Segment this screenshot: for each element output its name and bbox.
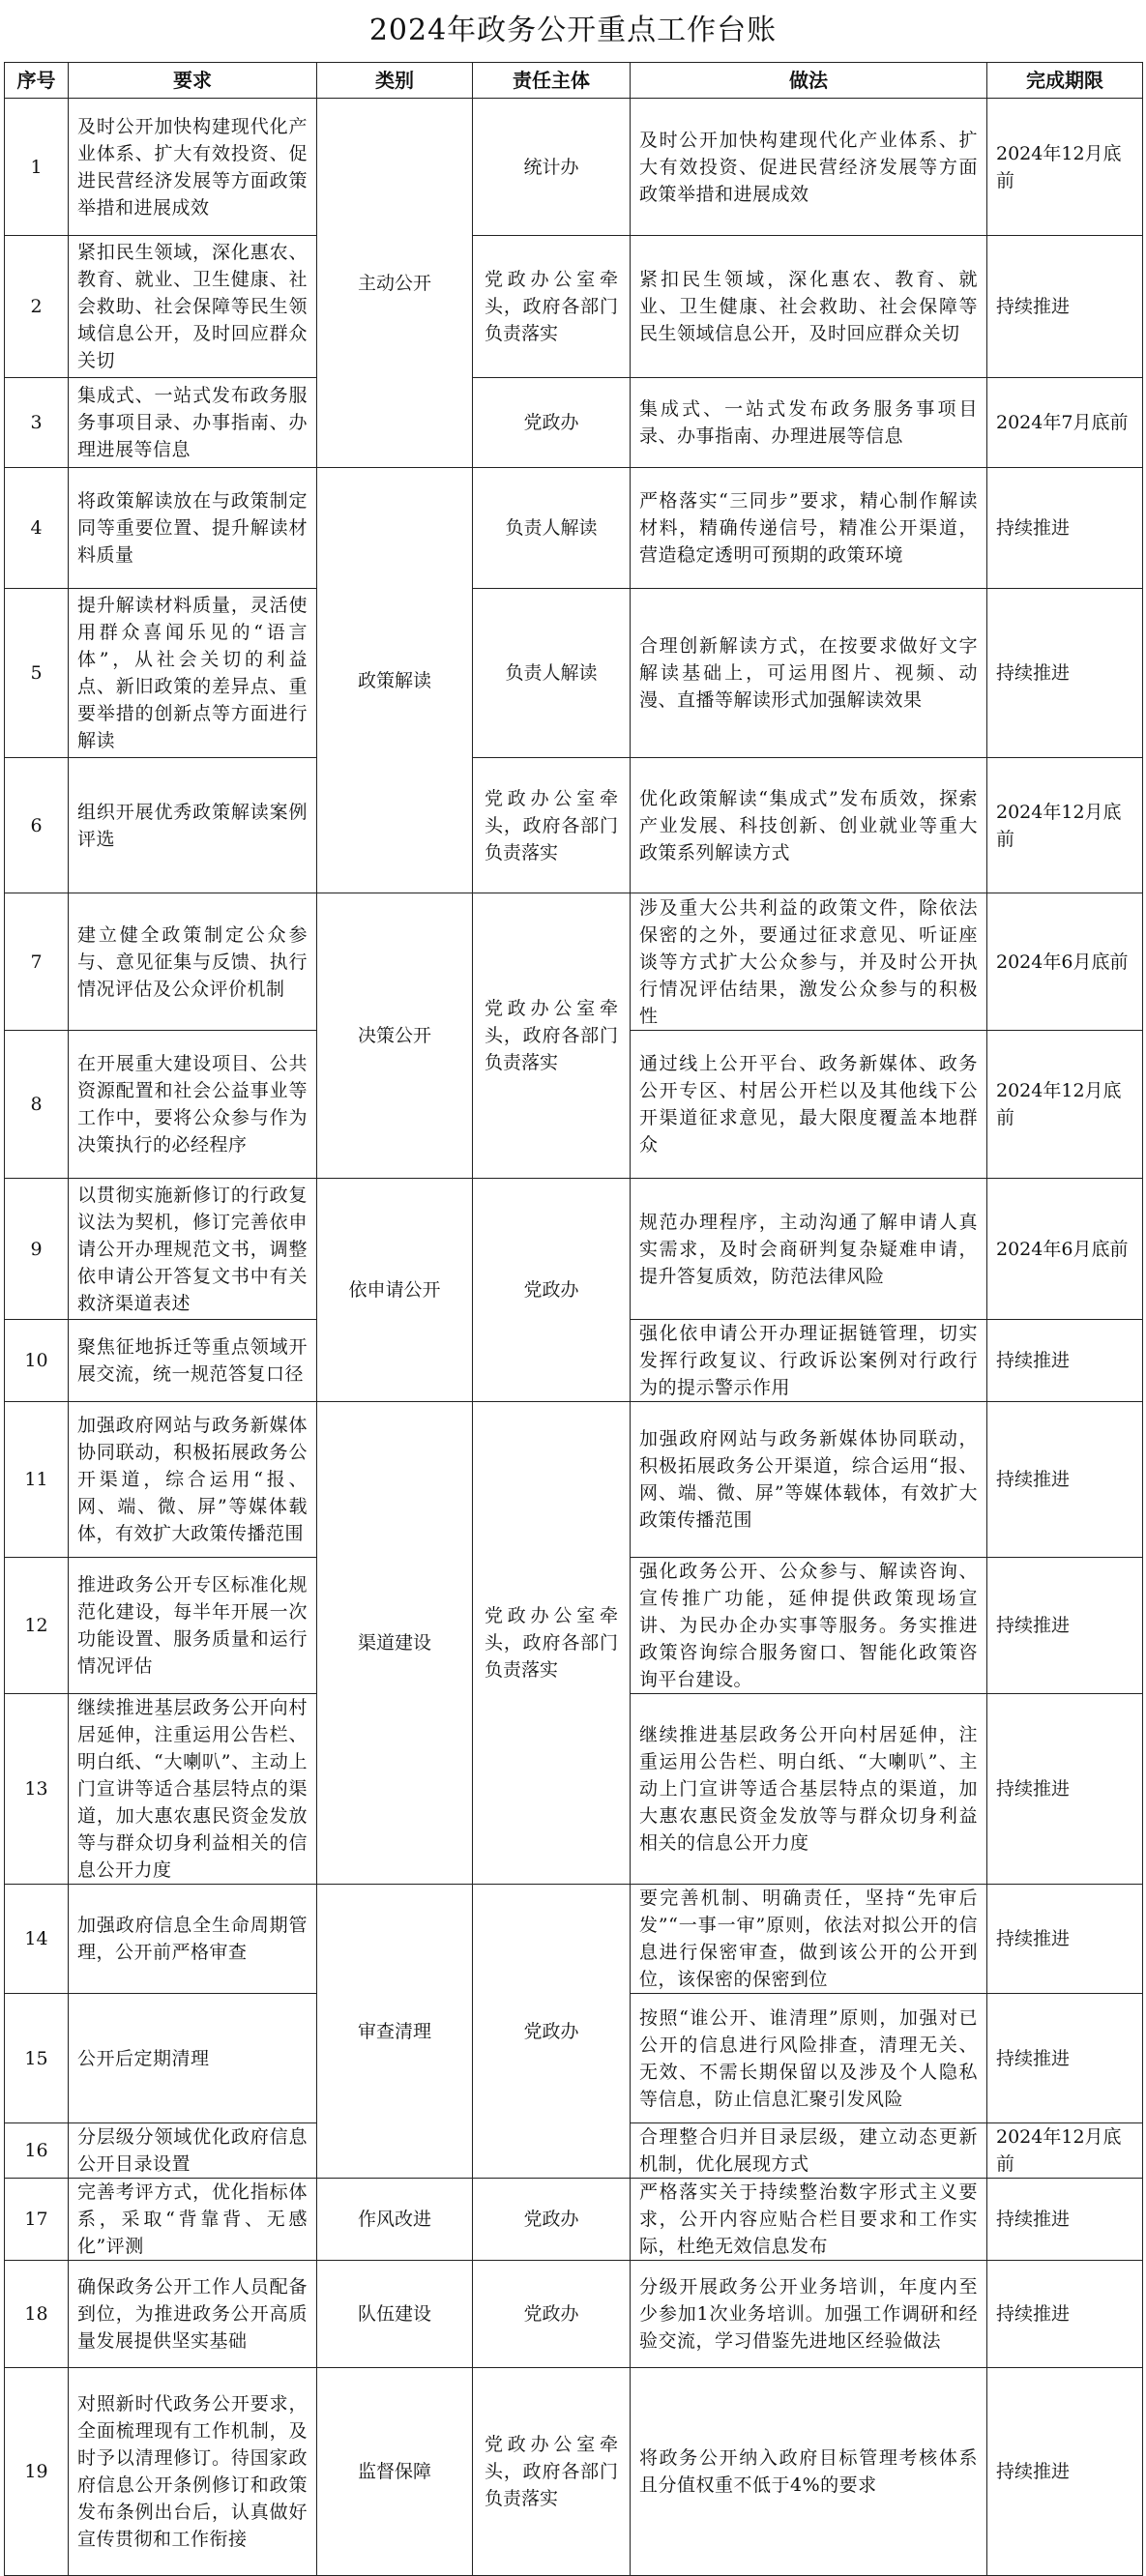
owner-cell: 党政办公室牵头，政府各部门负责落实 xyxy=(473,758,631,893)
table-row xyxy=(5,2179,1143,2261)
header-requirement: 要求 xyxy=(69,63,317,99)
header-owner: 责任主体 xyxy=(473,63,631,99)
row-index: 2 xyxy=(5,236,69,378)
row-deadline: 2024年12月底前 xyxy=(987,758,1143,893)
header-index: 序号 xyxy=(5,63,69,99)
row-deadline: 持续推进 xyxy=(987,1320,1143,1402)
row-method: 继续推进基层政务公开向村居延伸，注重运用公告栏、明白纸、“大喇叭”、主动上门宣讲等适合基层特点的渠道，加大惠农惠民资金发放等与群众切身利益相关的信息公开力度 xyxy=(631,1694,987,1885)
row-requirement: 公开后定期清理 xyxy=(69,1994,317,2123)
owner-cell: 党政办公室牵头，政府各部门负责落实 xyxy=(473,893,631,1179)
category-cell: 监督保障 xyxy=(317,2368,473,2576)
header-method: 做法 xyxy=(631,63,987,99)
row-requirement: 完善考评方式，优化指标体系，采取“背靠背、无感化”评测 xyxy=(69,2179,317,2261)
table-row xyxy=(5,2261,1143,2368)
row-method: 规范办理程序，主动沟通了解申请人真实需求，及时会商研判复杂疑难申请，提升答复质效，防范法律风险 xyxy=(631,1179,987,1320)
row-requirement: 加强政府网站与政务新媒体协同联动，积极拓展政务公开渠道，综合运用“报、网、端、微、屏”等媒体载体，有效扩大政策传播范围 xyxy=(69,1402,317,1558)
row-method: 强化政务公开、公众参与、解读咨询、宣传推广功能，延伸提供政策现场宣讲、为民办企办实事等服务。务实推进政策咨询综合服务窗口、智能化政策咨询平台建设。 xyxy=(631,1558,987,1694)
category-cell: 作风改进 xyxy=(317,2179,473,2261)
category-cell: 队伍建设 xyxy=(317,2261,473,2368)
row-method: 将政务公开纳入政府目标管理考核体系且分值权重不低于4%的要求 xyxy=(631,2368,987,2576)
row-requirement: 以贯彻实施新修订的行政复议法为契机，修订完善依申请公开办理规范文书，调整依申请公开答复文书中有关救济渠道表述 xyxy=(69,1179,317,1320)
row-method: 集成式、一站式发布政务服务事项目录、办事指南、办理进展等信息 xyxy=(631,378,987,468)
table-row xyxy=(5,1179,1143,1320)
row-method: 通过线上公开平台、政务新媒体、政务公开专区、村居公开栏以及其他线下公开渠道征求意见，最大限度覆盖本地群众 xyxy=(631,1031,987,1179)
table-row xyxy=(5,1885,1143,1994)
table-row xyxy=(5,236,1143,378)
row-deadline: 持续推进 xyxy=(987,1994,1143,2123)
row-requirement: 集成式、一站式发布政务服务事项目录、办事指南、办理进展等信息 xyxy=(69,378,317,468)
row-index: 13 xyxy=(5,1694,69,1885)
row-deadline: 持续推进 xyxy=(987,1558,1143,1694)
row-requirement: 加强政府信息全生命周期管理，公开前严格审查 xyxy=(69,1885,317,1994)
row-method: 涉及重大公共利益的政策文件，除依法保密的之外，要通过征求意见、听证座谈等方式扩大公众参与，并及时公开执行情况评估结果，激发公众参与的积极性 xyxy=(631,893,987,1031)
owner-cell: 负责人解读 xyxy=(473,468,631,589)
table-row xyxy=(5,2368,1143,2576)
row-deadline: 持续推进 xyxy=(987,2261,1143,2368)
owner-cell: 党政办公室牵头，政府各部门负责落实 xyxy=(473,2368,631,2576)
owner-cell: 党政办 xyxy=(473,2179,631,2261)
row-deadline: 2024年12月底前 xyxy=(987,1031,1143,1179)
work-ledger-table xyxy=(4,62,1143,2576)
row-deadline: 持续推进 xyxy=(987,589,1143,758)
row-index: 15 xyxy=(5,1994,69,2123)
row-requirement: 推进政务公开专区标准化规范化建设，每半年开展一次功能设置、服务质量和运行情况评估 xyxy=(69,1558,317,1694)
row-method: 严格落实“三同步”要求，精心制作解读材料，精确传递信号，精准公开渠道，营造稳定透明可预期的政策环境 xyxy=(631,468,987,589)
owner-cell: 党政办公室牵头，政府各部门负责落实 xyxy=(473,1402,631,1885)
row-deadline: 持续推进 xyxy=(987,468,1143,589)
table-row xyxy=(5,468,1143,589)
row-deadline: 2024年6月底前 xyxy=(987,1179,1143,1320)
table-row xyxy=(5,99,1143,236)
row-method: 及时公开加快构建现代化产业体系、扩大有效投资、促进民营经济发展等方面政策举措和进展成效 xyxy=(631,99,987,236)
owner-cell: 党政办 xyxy=(473,378,631,468)
row-index: 17 xyxy=(5,2179,69,2261)
row-deadline: 持续推进 xyxy=(987,2179,1143,2261)
row-method: 按照“谁公开、谁清理”原则，加强对已公开的信息进行风险排查，清理无关、无效、不需长期保留以及涉及个人隐私等信息，防止信息汇聚引发风险 xyxy=(631,1994,987,2123)
table-row xyxy=(5,758,1143,893)
category-cell: 决策公开 xyxy=(317,893,473,1179)
row-method: 严格落实关于持续整治数字形式主义要求，公开内容应贴合栏目要求和工作实际，杜绝无效信息发布 xyxy=(631,2179,987,2261)
table-row xyxy=(5,893,1143,1031)
row-requirement: 对照新时代政务公开要求，全面梳理现有工作机制，及时予以清理修订。待国家政府信息公开条例修订和政策发布条例出台后，认真做好宣传贯彻和工作衔接 xyxy=(69,2368,317,2576)
category-cell: 依申请公开 xyxy=(317,1179,473,1402)
header-category: 类别 xyxy=(317,63,473,99)
owner-cell: 党政办公室牵头，政府各部门负责落实 xyxy=(473,236,631,378)
row-requirement: 聚焦征地拆迁等重点领域开展交流，统一规范答复口径 xyxy=(69,1320,317,1402)
owner-cell: 统计办 xyxy=(473,99,631,236)
row-requirement: 组织开展优秀政策解读案例评选 xyxy=(69,758,317,893)
row-index: 1 xyxy=(5,99,69,236)
row-method: 紧扣民生领域，深化惠农、教育、就业、卫生健康、社会救助、社会保障等民生领域信息公开，及时回应群众关切 xyxy=(631,236,987,378)
table-row xyxy=(5,378,1143,468)
row-deadline: 2024年12月底前 xyxy=(987,99,1143,236)
row-index: 3 xyxy=(5,378,69,468)
row-index: 14 xyxy=(5,1885,69,1994)
category-cell: 渠道建设 xyxy=(317,1402,473,1885)
row-deadline: 2024年6月底前 xyxy=(987,893,1143,1031)
row-requirement: 紧扣民生领域，深化惠农、教育、就业、卫生健康、社会救助、社会保障等民生领域信息公开，及时回应群众关切 xyxy=(69,236,317,378)
row-deadline: 持续推进 xyxy=(987,1402,1143,1558)
row-index: 5 xyxy=(5,589,69,758)
owner-cell: 党政办 xyxy=(473,2261,631,2368)
row-deadline: 持续推进 xyxy=(987,2368,1143,2576)
category-cell: 审查清理 xyxy=(317,1885,473,2179)
row-index: 11 xyxy=(5,1402,69,1558)
table-row xyxy=(5,589,1143,758)
row-index: 12 xyxy=(5,1558,69,1694)
row-index: 6 xyxy=(5,758,69,893)
category-cell: 主动公开 xyxy=(317,99,473,468)
row-index: 8 xyxy=(5,1031,69,1179)
category-cell: 政策解读 xyxy=(317,468,473,893)
row-deadline: 2024年7月底前 xyxy=(987,378,1143,468)
row-method: 合理创新解读方式，在按要求做好文字解读基础上，可运用图片、视频、动漫、直播等解读形式加强解读效果 xyxy=(631,589,987,758)
row-index: 18 xyxy=(5,2261,69,2368)
row-requirement: 在开展重大建设项目、公共资源配置和社会公益事业等工作中，要将公众参与作为决策执行的必经程序 xyxy=(69,1031,317,1179)
row-requirement: 提升解读材料质量，灵活使用群众喜闻乐见的“语言体”，从社会关切的利益点、新旧政策的差异点、重要举措的创新点等方面进行解读 xyxy=(69,589,317,758)
row-requirement: 建立健全政策制定公众参与、意见征集与反馈、执行情况评估及公众评价机制 xyxy=(69,893,317,1031)
owner-cell: 负责人解读 xyxy=(473,589,631,758)
row-index: 10 xyxy=(5,1320,69,1402)
owner-cell: 党政办 xyxy=(473,1885,631,2179)
row-deadline: 2024年12月底前 xyxy=(987,2123,1143,2179)
row-deadline: 持续推进 xyxy=(987,236,1143,378)
row-method: 合理整合归并目录层级，建立动态更新机制，优化展现方式 xyxy=(631,2123,987,2179)
row-requirement: 确保政务公开工作人员配备到位，为推进政务公开高质量发展提供坚实基础 xyxy=(69,2261,317,2368)
row-method: 分级开展政务公开业务培训，年度内至少参加1次业务培训。加强工作调研和经验交流，学习借鉴先进地区经验做法 xyxy=(631,2261,987,2368)
row-index: 19 xyxy=(5,2368,69,2576)
row-method: 要完善机制、明确责任，坚持“先审后发”“一事一审”原则，依法对拟公开的信息进行保密审查，做到该公开的公开到位，该保密的保密到位 xyxy=(631,1885,987,1994)
row-deadline: 持续推进 xyxy=(987,1694,1143,1885)
row-method: 加强政府网站与政务新媒体协同联动，积极拓展政务公开渠道，综合运用“报、网、端、微、屏”等媒体载体，有效扩大政策传播范围 xyxy=(631,1402,987,1558)
row-deadline: 持续推进 xyxy=(987,1885,1143,1994)
header-deadline: 完成期限 xyxy=(987,63,1143,99)
table-header-row xyxy=(5,63,1143,99)
owner-cell: 党政办 xyxy=(473,1179,631,1402)
table-row xyxy=(5,1402,1143,1558)
row-method: 优化政策解读“集成式”发布质效，探索产业发展、科技创新、创业就业等重大政策系列解读方式 xyxy=(631,758,987,893)
row-requirement: 将政策解读放在与政策制定同等重要位置、提升解读材料质量 xyxy=(69,468,317,589)
row-index: 9 xyxy=(5,1179,69,1320)
row-requirement: 及时公开加快构建现代化产业体系、扩大有效投资、促进民营经济发展等方面政策举措和进展成效 xyxy=(69,99,317,236)
row-index: 4 xyxy=(5,468,69,589)
row-index: 7 xyxy=(5,893,69,1031)
row-requirement: 继续推进基层政务公开向村居延伸，注重运用公告栏、明白纸、“大喇叭”、主动上门宣讲等适合基层特点的渠道，加大惠农惠民资金发放等与群众切身利益相关的信息公开力度 xyxy=(69,1694,317,1885)
row-method: 强化依申请公开办理证据链管理，切实发挥行政复议、行政诉讼案例对行政行为的提示警示作用 xyxy=(631,1320,987,1402)
row-requirement: 分层级分领域优化政府信息公开目录设置 xyxy=(69,2123,317,2179)
row-index: 16 xyxy=(5,2123,69,2179)
document-title: 2024年政务公开重点工作台账 xyxy=(368,14,778,47)
